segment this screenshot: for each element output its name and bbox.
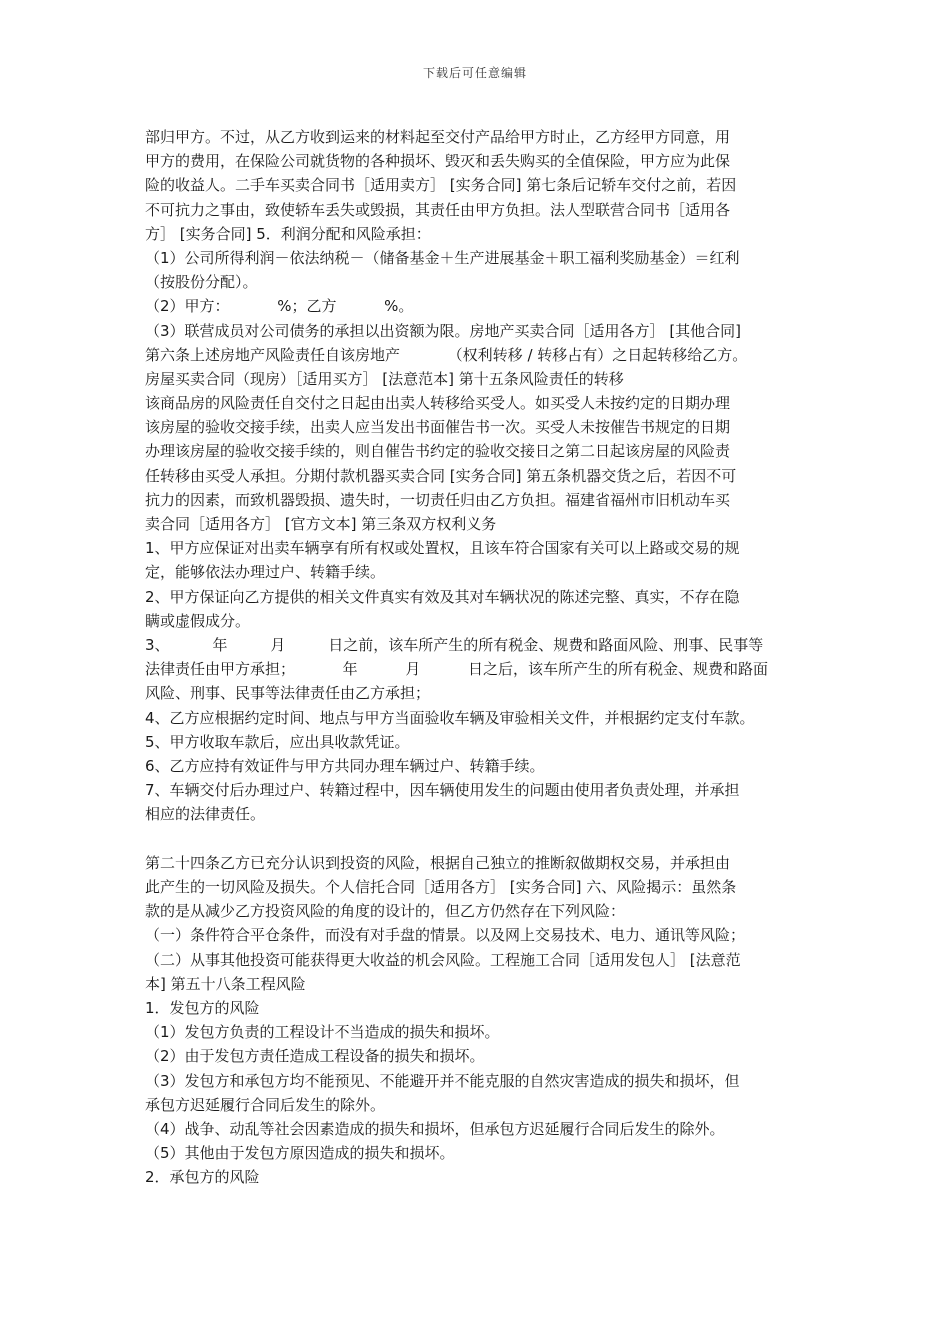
text-line: 6、乙方应持有效证件与甲方共同办理车辆过户、转籍手续。	[145, 756, 545, 775]
text-line: 第六条上述房地产风险责任自该房地产 （权利转移 / 转移占有）之日起转移给乙方。	[145, 345, 748, 364]
text-line: 险的收益人。二手车买卖合同书［适用卖方］ [实务合同] 第七条后记轿车交付之前，若因	[145, 176, 737, 195]
text-line: 抗力的因素，而致机器毁损、遗失时，一切责任归由乙方负担。福建省福州市旧机动车买	[145, 490, 731, 509]
text-line: 2．承包方的风险	[145, 1168, 260, 1187]
text-line: 5、甲方收取车款后，应出具收款凭证。	[145, 732, 410, 751]
text-line: 3、 年 月 日之前，该车所产生的所有税金、规费和路面风险、刑事、民事等	[145, 635, 764, 654]
text-line: 4、乙方应根据约定时间、地点与甲方当面验收车辆及审验相关文件，并根据约定支付车款。	[145, 708, 755, 727]
text-line: 该商品房的风险责任自交付之日起由出卖人转移给买受人。如买受人未按约定的日期办理	[145, 394, 731, 413]
text-line: （1）发包方负责的工程设计不当造成的损失和损坏。	[145, 1023, 500, 1042]
text-line: 7、车辆交付后办理过户、转籍过程中，因车辆使用发生的问题由使用者负责处理，并承担	[145, 781, 740, 800]
text-line: （二）从事其他投资可能获得更大收益的机会风险。工程施工合同［适用发包人］ [法意范	[145, 950, 741, 969]
text-line: 办理该房屋的验收交接手续的，则自催告书约定的验收交接日之第二日起该房屋的风险责	[145, 442, 731, 461]
text-line: （按股份分配）。	[145, 273, 258, 292]
text-line: 款的是从减少乙方投资风险的角度的设计的，但乙方仍然存在下列风险：	[145, 902, 626, 921]
text-line: 第二十四条乙方已充分认识到投资的风险，根据自己独立的推断叙做期权交易，并承担由	[145, 853, 731, 872]
text-line: 房屋买卖合同（现房）［适用买方］ [法意范本] 第十五条风险责任的转移	[145, 369, 624, 388]
text-line: （一）条件符合平仓条件，而没有对手盘的情景。以及网上交易技术、电力、通讯等风险；	[145, 926, 746, 945]
text-line: 1．发包方的风险	[145, 998, 260, 1017]
text-line: 甲方的费用，在保险公司就货物的各种损坏、毁灭和丢失购买的全值保险，甲方应为此保	[145, 152, 731, 171]
text-line: 相应的法律责任。	[145, 805, 266, 824]
text-line: 2、甲方保证向乙方提供的相关文件真实有效及其对车辆状况的陈述完整、真实，不存在隐	[145, 587, 740, 606]
text-line: （5）其他由于发包方原因造成的损失和损坏。	[145, 1144, 455, 1163]
text-line: 该房屋的验收交接手续，出卖人应当发出书面催告书一次。买受人未按催告书规定的日期	[145, 418, 731, 437]
text-line: 风险、刑事、民事等法律责任由乙方承担；	[145, 684, 431, 703]
text-block-2	[145, 851, 820, 1190]
text-line: 1、甲方应保证对出卖车辆享有所有权或处置权，且该车符合国家有关可以上路或交易的规	[145, 539, 740, 558]
text-line: （4）战争、动乱等社会因素造成的损失和损坏，但承包方迟延履行合同后发生的除外。	[145, 1119, 725, 1138]
text-line: 卖合同［适用各方］ [官方文本] 第三条双方权利义务	[145, 515, 497, 533]
text-line: 部归甲方。不过，从乙方收到运来的材料起至交付产品给甲方时止，乙方经甲方同意，用	[145, 128, 731, 146]
text-line: 任转移由买受人承担。分期付款机器买卖合同 [实务合同] 第五条机器交货之后，若因不可	[145, 466, 737, 485]
text-line: （2）由于发包方责任造成工程设备的损失和损坏。	[145, 1047, 485, 1066]
document-body	[145, 125, 820, 1189]
text-line: 承包方迟延履行合同后发生的除外。	[145, 1095, 386, 1114]
paragraph-gap	[145, 826, 820, 850]
text-line: （3）发包方和承包方均不能预见、不能避开并不能克服的自然灾害造成的损失和损坏，但	[145, 1071, 740, 1090]
text-line: 不可抗力之事由，致使轿车丢失或毁损，其责任由甲方负担。法人型联营合同书［适用各	[145, 200, 731, 219]
page-header: 下载后可任意编辑	[422, 66, 527, 80]
text-line: （3）联营成员对公司债务的承担以出资额为限。房地产买卖合同［适用各方］ [其他合同]	[145, 321, 742, 340]
text-line: 法律责任由甲方承担； 年 月 日之后，该车所产生的所有税金、规费和路面	[145, 660, 769, 679]
text-line: （2）甲方： %；乙方 %。	[145, 297, 414, 316]
text-block-1	[145, 125, 820, 826]
text-line: 瞒或虚假成分。	[145, 611, 251, 630]
text-line: 方］ [实务合同] 5．利润分配和风险承担：	[145, 224, 431, 243]
text-line: 此产生的一切风险及损失。个人信托合同［适用各方］ [实务合同] 六、风险揭示：虽然条	[145, 878, 737, 897]
text-line: （1）公司所得利润－依法纳税－（储备基金＋生产进展基金＋职工福利奖励基金）＝红利	[145, 248, 740, 267]
text-line: 定，能够依法办理过户、转籍手续。	[145, 563, 386, 582]
text-line: 本] 第五十八条工程风险	[145, 974, 306, 993]
